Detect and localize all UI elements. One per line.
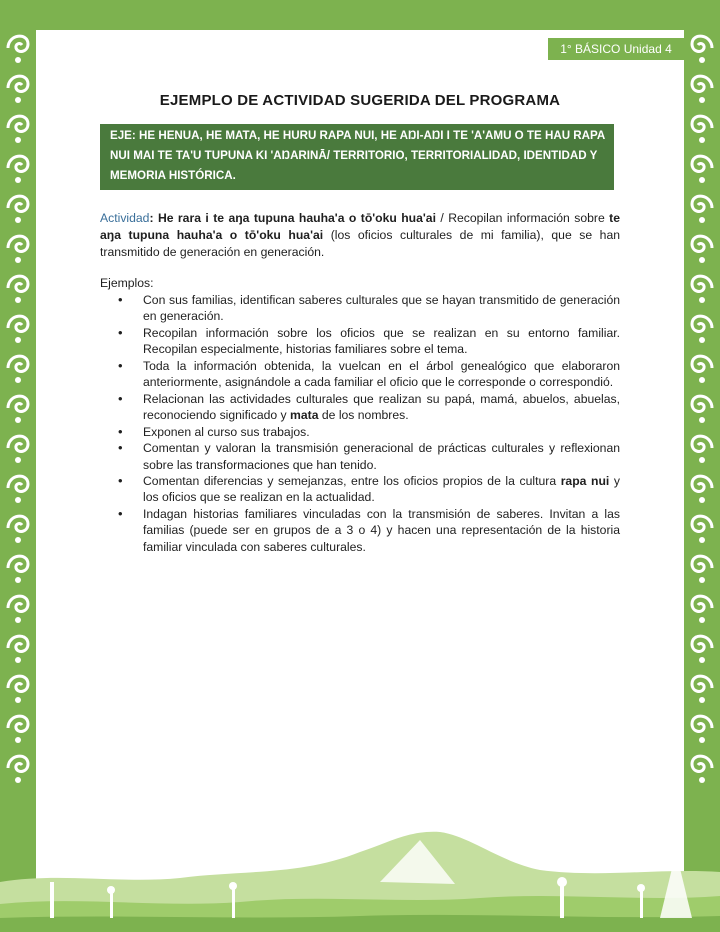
list-item [100,358,620,390]
left-decorative-border [0,0,36,932]
list-item [100,292,620,324]
list-item [100,391,620,423]
list-item-text: Comentan y valoran la transmisión generacional de prácticas culturales y reflexionan sobre las transformaciones que han tenido. [143,441,620,472]
landscape-footer-illustration [0,812,720,932]
activity-title-rapanui: He rara i te aŋa tupuna hauha'a o tō'oku hua'ai [157,211,436,225]
list-item [100,506,620,555]
activity-colon: : [149,211,158,225]
examples-heading: Ejemplos: [100,276,154,290]
activity-term: te aŋa tupuna hauha'a o tō'oku hua'ai [100,211,620,242]
list-item-text: de los nombres. [318,407,409,422]
eje-heading-box: EJE: HE HENUA, HE MATA, HE HURU RAPA NUI, HE AŊI-AŊI I TE 'A'AMU O TE HAU RAPA NUI MAI TE TA'U TUPUNA KI 'AŊARINĀ/ TERRITORIO, TERRITORIALIDAD, IDENTIDAD Y MEMORIA HISTÓRICA. [100,124,614,190]
list-item [100,325,620,357]
list-item-text: Indagan historias familiares vinculadas con la transmisión de saberes. Invitan a las familias (puede ser en grupos de a 3 o 4) y hacen una representación de la historia familiar vinculada con saberes culturales. [143,507,620,554]
list-item-text: Relacionan las actividades culturales que realizan su papá, mamá, abuelos, abuelas, reconociendo significado y [143,391,620,422]
list-item-text: Con sus familias, identifican saberes culturales que se hayan transmitido de generación en generación. [143,293,620,324]
list-item-text: y los oficios que se realizan en la actualidad. [143,474,620,505]
list-item-bold: rapa nui [560,474,610,489]
examples-list [100,292,620,555]
activity-label: Actividad [100,211,150,225]
list-item [100,440,620,472]
activity-middle-text: / Recopilan información sobre [435,211,610,225]
activity-paragraph [100,210,620,261]
right-decorative-border [684,0,720,932]
list-item [100,424,620,440]
right-koru-pattern-icon [684,26,720,906]
activity-description: (los oficios culturales de mi familia), que se han transmitido de generación en generación. [100,228,621,259]
list-item-text: Toda la información obtenida, la vuelcan en el árbol genealógico que elaboraron anteriormente, asignándole a cada familiar el oficio que le corresponde o correspondió. [143,358,620,390]
list-item-text: Recopilan información sobre los oficios que se realizan en su entorno familiar. Recopilan especialmente, historias familiares sobre el tema. [143,325,620,357]
list-item-text: Comentan diferencias y semejanzas, entre los oficios propios de la cultura [143,474,561,489]
list-item-bold: mata [290,407,319,422]
unit-badge: 1° BÁSICO Unidad 4 [548,38,684,60]
list-item [100,473,620,505]
list-item-text: Exponen al curso sus trabajos. [143,424,310,439]
page-title: EJEMPLO DE ACTIVIDAD SUGERIDA DEL PROGRAMA [159,92,561,109]
left-koru-pattern-icon [0,26,36,906]
top-border [0,0,720,30]
